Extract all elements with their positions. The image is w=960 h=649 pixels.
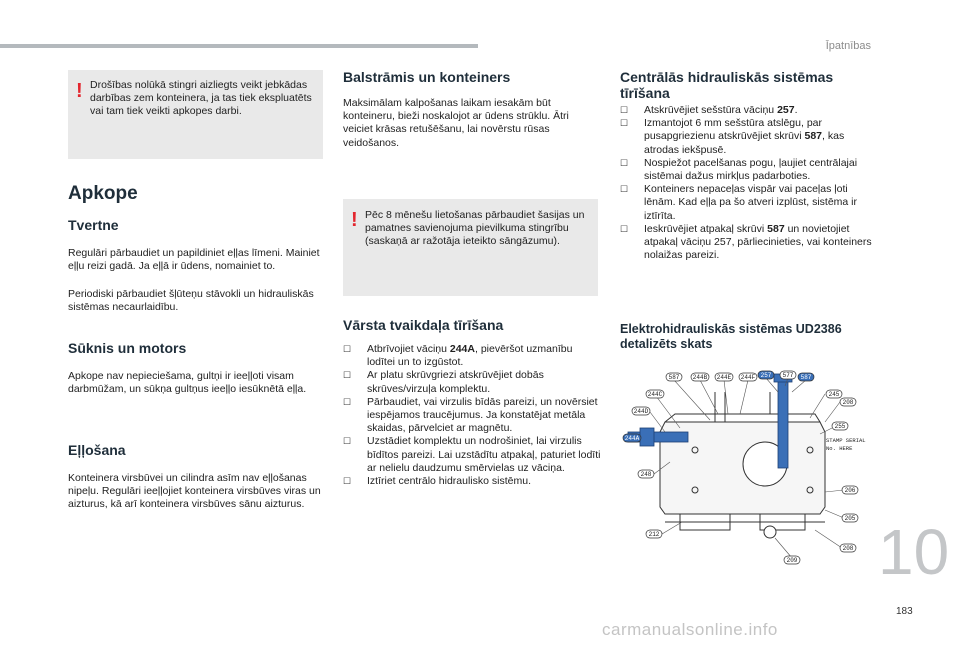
list-item — [620, 183, 872, 223]
svg-text:248: 248 — [640, 471, 652, 479]
top-rule — [0, 44, 478, 48]
diagram-label — [840, 398, 856, 406]
valve-steps-list — [343, 343, 601, 488]
list-item-text: Pārbaudiet, vai virzulis bīdās pareizi, un novērsiet iespējamos traucējumus. Ja konstatējat metāla skaidas, pārvelciet ar magnētu. — [367, 395, 598, 435]
list-item-text: Uzstādiet komplektu un nodrošiniet, lai virzulis bīdītos pareizi. Lai uzstādītu atpakaļ, paturiet lodīti ar nelielu daudzumu smērvielas uz vāciņa. — [367, 435, 601, 474]
list-item-text: , kas atrodas iekšpusē. — [644, 130, 845, 156]
diagram-label — [666, 373, 682, 381]
list-item-text: un novietojiet atpakaļ vāciņu 257, pārliecinieties, vai konteiners nolaižas pareizi. — [644, 222, 872, 262]
bullet-icon: ☐ — [620, 118, 629, 129]
central-steps-list — [620, 104, 872, 262]
warning-box-2 — [343, 199, 598, 296]
chassis-heading: Balstrāmis un konteiners — [343, 69, 511, 85]
diagram-label — [784, 556, 800, 564]
watermark: carmanualsonline.info — [602, 620, 778, 639]
list-item — [620, 223, 872, 263]
svg-text:208: 208 — [842, 399, 854, 407]
warning-box — [68, 70, 323, 159]
tank-heading: Tvertne — [68, 217, 119, 233]
section-title: Īpatnības — [825, 40, 871, 52]
svg-text:244E: 244E — [716, 374, 732, 382]
svg-text:205: 205 — [844, 515, 856, 523]
svg-text:587: 587 — [800, 374, 812, 382]
svg-text:257: 257 — [760, 372, 772, 380]
diagram-label — [632, 407, 650, 415]
diagram-label — [798, 373, 814, 381]
svg-text:244B: 244B — [692, 374, 708, 382]
list-item-text: Izmantojot 6 mm sešstūra atslēgu, par pusapgriezienu atskrūvējiet skrūvi — [644, 117, 822, 143]
diagram-label — [842, 514, 858, 522]
diagram-label — [832, 422, 848, 430]
diagram-label — [842, 486, 858, 494]
list-item-text: Iztīriet centrālo hidraulisko sistēmu. — [367, 475, 531, 488]
list-item-text: , pievēršot uzmanību lodītei un to izgūstot. — [367, 343, 573, 369]
bullet-icon: ☐ — [343, 344, 352, 354]
diagram-label — [840, 544, 856, 552]
svg-text:244D: 244D — [633, 408, 649, 416]
svg-text:244F: 244F — [740, 374, 756, 382]
svg-text:244C: 244C — [647, 391, 663, 399]
diagram-label — [780, 371, 796, 379]
part-number: 587 — [804, 130, 823, 143]
diagram-label — [691, 373, 709, 381]
part-number: 244A — [449, 343, 475, 355]
stamp-text-2: No. HERE — [826, 445, 853, 452]
valve-heading: Vārsta tvaikdaļa tīrīšana — [343, 317, 504, 333]
diagram-label — [623, 434, 641, 442]
lubrication-heading: Eļļošana — [68, 442, 126, 458]
svg-text:577: 577 — [782, 372, 794, 380]
svg-text:206: 206 — [844, 487, 856, 495]
list-item — [343, 475, 601, 488]
list-item-text: Atbrīvojiet vāciņu — [367, 343, 450, 355]
bullet-icon: ☐ — [343, 370, 352, 381]
svg-text:244A: 244A — [624, 435, 640, 443]
list-item — [343, 396, 601, 436]
list-item — [620, 157, 872, 183]
svg-text:212: 212 — [648, 531, 660, 539]
svg-text:587: 587 — [668, 374, 680, 382]
stamp-text: STAMP SERIAL — [826, 437, 866, 444]
bullet-icon: ☐ — [620, 157, 629, 168]
list-item — [343, 343, 601, 369]
part-number: 257 — [777, 104, 795, 116]
bullet-icon: ☐ — [620, 105, 629, 115]
diagram-label — [638, 470, 654, 478]
list-item-text: Nospiežot pacelšanas pogu, ļaujiet centrālajai sistēmai dažus mirkļus padarboties. — [644, 156, 858, 183]
page-title: Apkope — [68, 183, 138, 204]
diagram-label — [758, 371, 774, 379]
pump-text: Apkope nav nepieciešama, gultņi ir ieeļļoti visam darbmūžam, un sūkņa gultņus ieeļļo iesūknētā eļļa. — [68, 370, 307, 396]
bullet-icon: ☐ — [343, 476, 352, 487]
list-item-text: Ieskrūvējiet atpakaļ skrūvi — [644, 222, 768, 235]
warning-text-2: Pēc 8 mēnešu lietošanas pārbaudiet šasijas un pamatnes savienojuma pievilkuma stingrību (saskaņā ar ražotāja ieteikto sāngāzumu). — [365, 209, 585, 248]
list-item-text: . — [794, 104, 798, 116]
hydraulic-diagram — [620, 362, 870, 574]
list-item-text: Ar platu skrūvgriezi atskrūvējiet dobās skrūves/virzuļa komplektu. — [367, 369, 544, 395]
warning-text: Drošības nolūkā stingri aizliegts veikt jebkādas darbības zem konteinera, ja tas tiek ekspluatēts vai tam tiek veikti apkopes darbi. — [90, 79, 312, 118]
list-item — [620, 117, 872, 157]
chapter-number: 10 — [878, 516, 950, 588]
diagram-label — [646, 390, 664, 398]
tank-text-2: Periodiski pārbaudiet šļūteņu stāvokli un hidrauliskās sistēmas necaurlaidību. — [68, 288, 314, 314]
svg-text:208: 208 — [842, 545, 854, 553]
list-item — [343, 435, 601, 475]
chassis-text: Maksimālam kalpošanas laikam iesakām būt konteineru, bieži noskalojot ar ūdens strūklu. Ātri veiciet krāsas retušēšanu, lai novērstu rūsas veidošanos. — [343, 97, 569, 149]
diagram-label — [739, 373, 757, 381]
svg-text:245: 245 — [828, 391, 840, 399]
bullet-icon: ☐ — [620, 184, 629, 195]
warning-icon: ! — [351, 209, 358, 231]
bullet-icon: ☐ — [620, 223, 629, 234]
list-item-text: Atskrūvējiet sešstūra vāciņu — [644, 104, 778, 116]
diagram-label — [646, 530, 662, 538]
central-heading: Centrālās hidrauliskās sistēmas tīrīšana — [620, 69, 834, 101]
diagram-label — [715, 373, 733, 381]
tank-text-1: Regulāri pārbaudiet un papildiniet eļļas līmeni. Mainiet eļļu reizi gadā. Ja eļļā ir ūdens, nomainiet to. — [68, 247, 320, 273]
pump-heading: Sūknis un motors — [68, 340, 187, 356]
list-item — [620, 104, 872, 117]
diagram-heading: Elektrohidrauliskās sistēmas UD2386 detalizēts skats — [620, 322, 842, 351]
part-number: 587 — [767, 222, 785, 235]
bullet-icon: ☐ — [343, 436, 352, 447]
list-item-text: Konteiners nepaceļas vispār vai paceļas ļoti lēnām. Kad eļļa pa šo atveri izplūst, sistēma ir iztīrīta. — [644, 183, 858, 222]
page-number: 183 — [896, 606, 913, 617]
svg-text:255: 255 — [834, 423, 846, 431]
warning-icon: ! — [76, 80, 83, 102]
lubrication-text: Konteinera virsbūvei un cilindra asīm nav eļļošanas nipeļu. Regulāri ieeļļojiet konteinera virsbūves viras un aizturus, kā arī konteinera virsbūves sānu aizturus. — [68, 472, 321, 511]
diagram-label — [826, 390, 842, 398]
bullet-icon: ☐ — [343, 396, 352, 407]
svg-text:209: 209 — [786, 557, 798, 565]
list-item — [343, 369, 601, 395]
